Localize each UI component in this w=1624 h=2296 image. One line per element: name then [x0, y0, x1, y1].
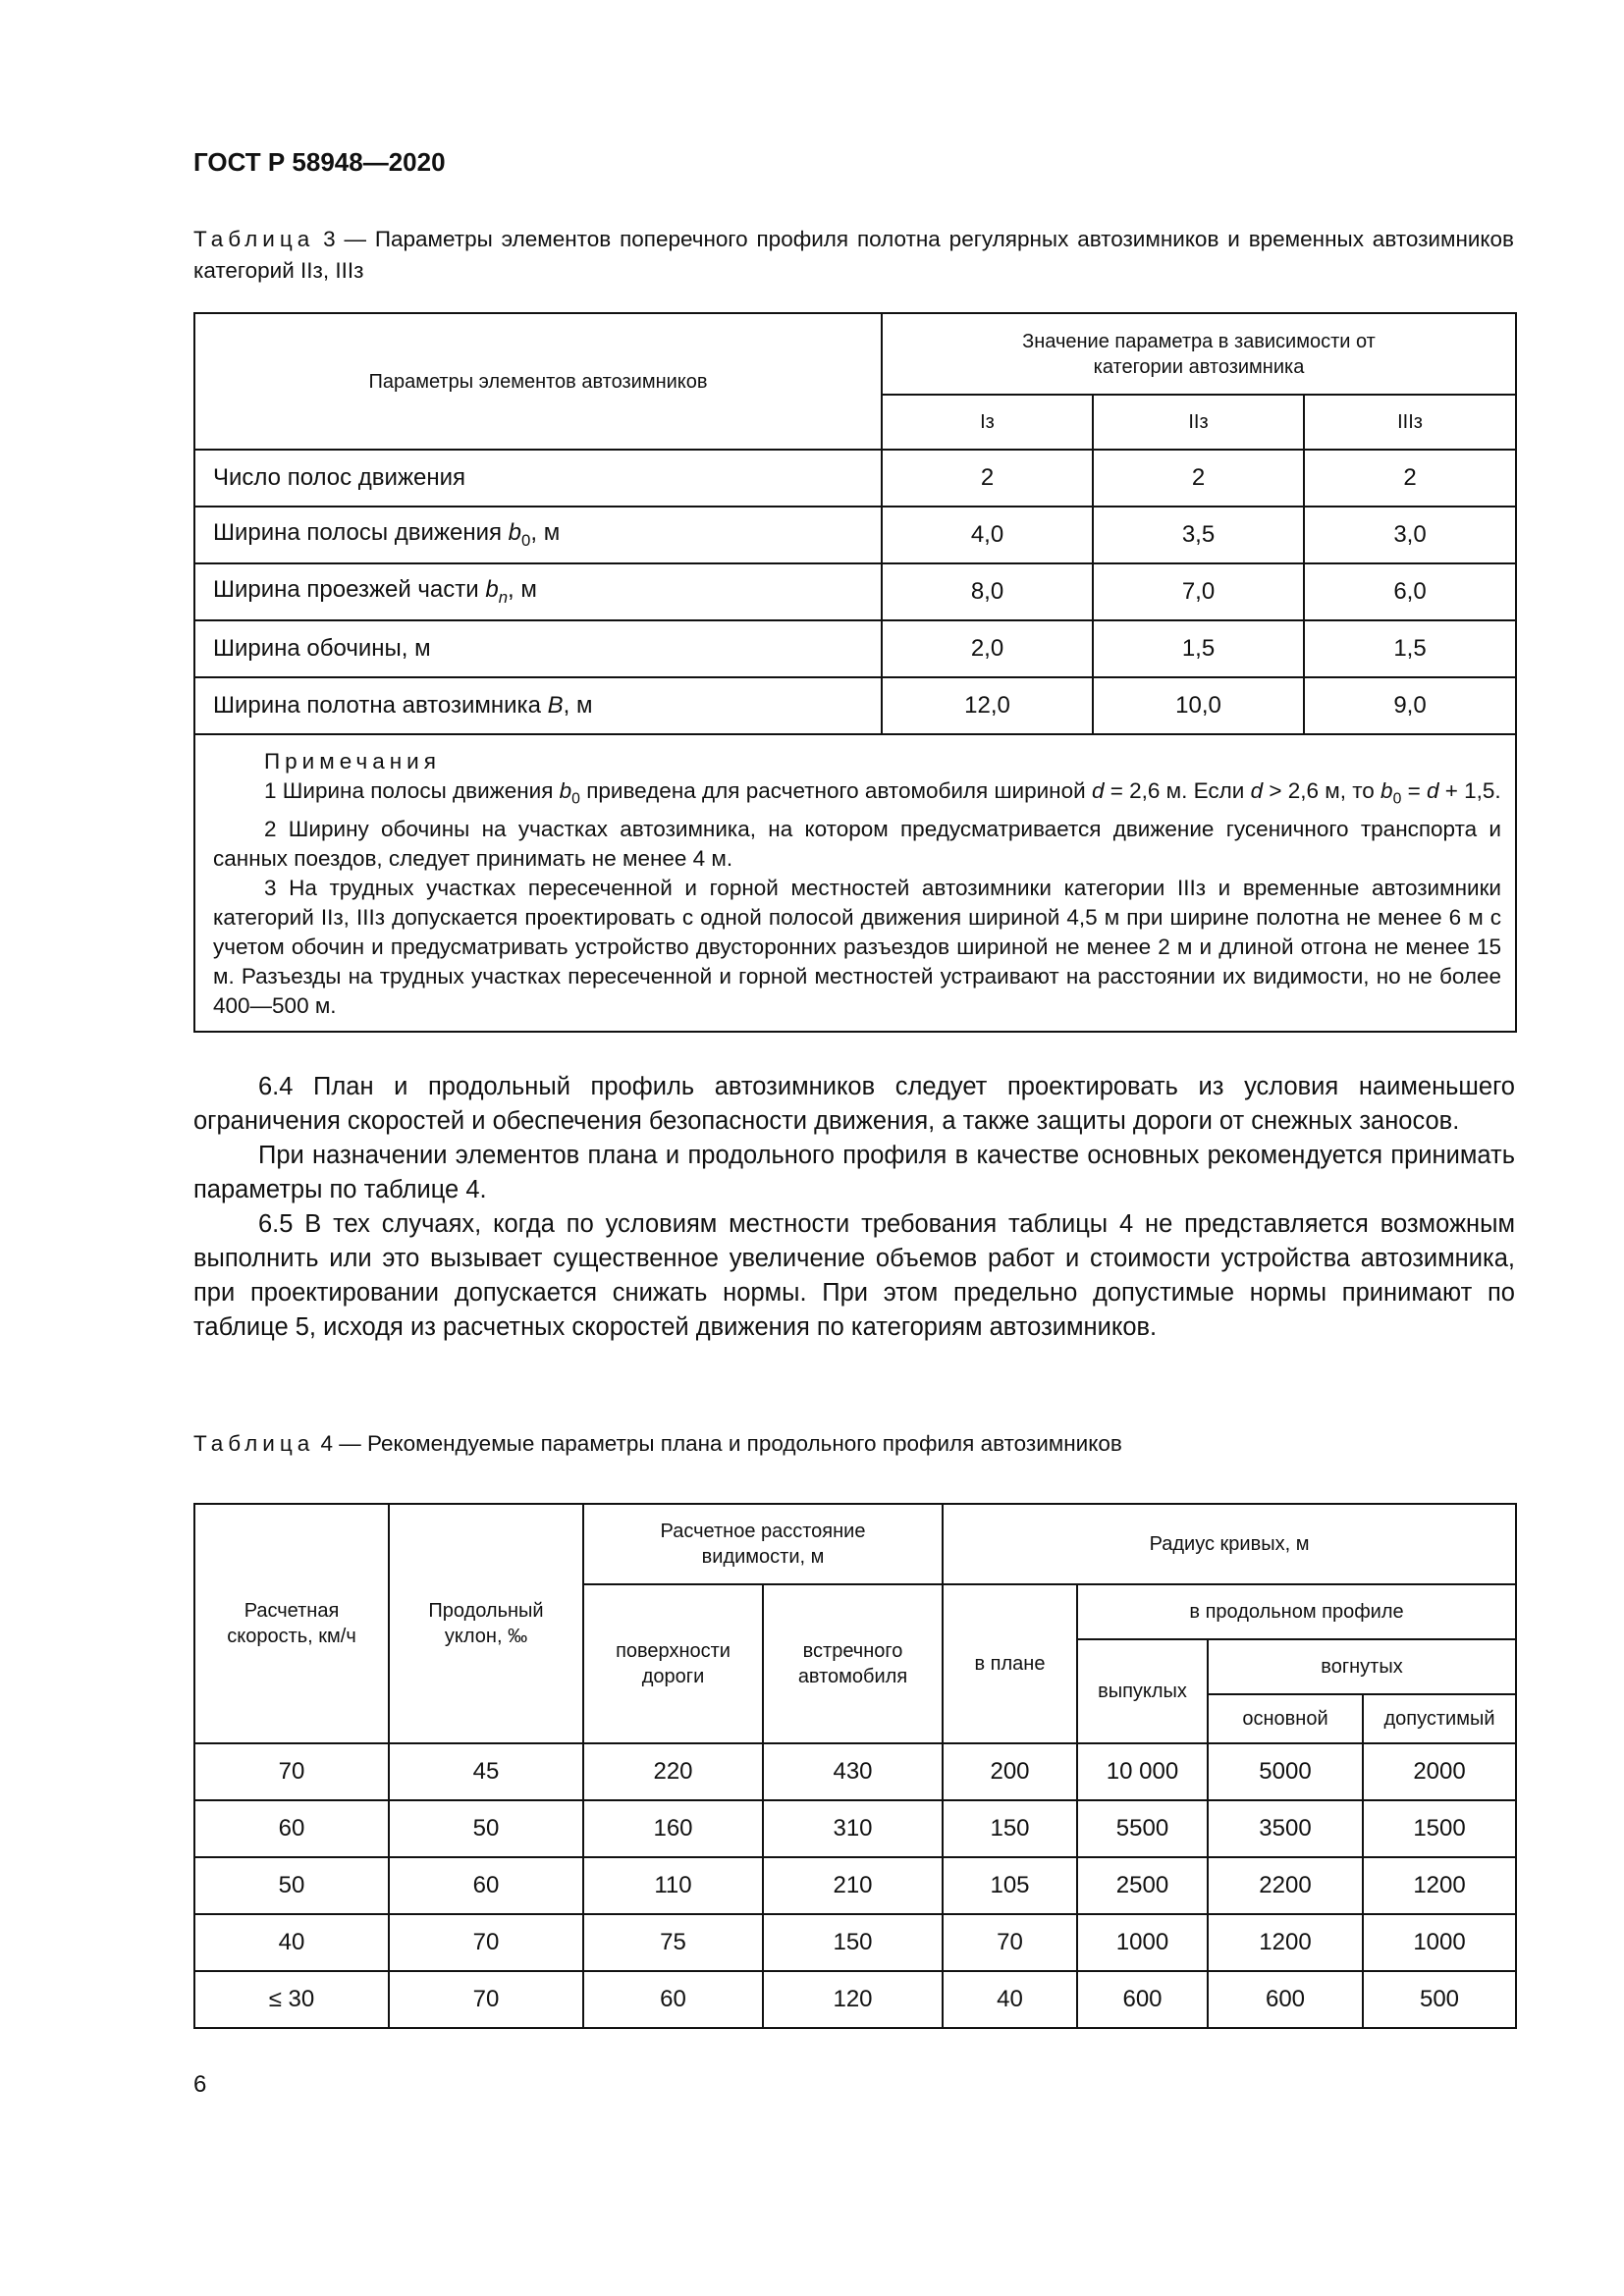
paragraph-6-4-cont: При назначении элементов плана и продольного профиля в качестве основных рекомендуется принимать параметры по таблице 4.: [193, 1142, 1515, 1203]
table4-caption: [193, 1428, 1514, 1460]
label-text: Ширина полотна автозимника: [213, 692, 548, 719]
label-unit: , м: [563, 692, 593, 719]
table4-cell: 1000: [1363, 1914, 1516, 1971]
table3-caption-label: Таблица: [193, 227, 315, 251]
note-3: 3 На трудных участках пересеченной и горной местностей автозимники категории IIIз и временные автозимники категорий IIз, IIIз допускается проектировать с одной полосой движения шириной 4,5 м при ширине полотна не менее 6 м с учетом обочин и предусматривать устройство двусторонних разъездов шириной не менее 2 м и длиной отгона не менее 15 м. Разъезды на трудных участках пересеченной и горной местностей устраивают на расстоянии их видимости, но не более 400—500 м.: [213, 875, 1501, 1018]
table4-cell: 40: [194, 1914, 389, 1971]
note1-part: =: [1401, 778, 1427, 803]
table3-notes: [194, 734, 1516, 1032]
table4-header-allowed: допустимый: [1363, 1694, 1516, 1743]
table4-cell: ≤ 30: [194, 1971, 389, 2028]
table4-header-sight: [583, 1504, 943, 1584]
table4-cell: 3500: [1208, 1800, 1363, 1857]
table3-row-label: Число полос движения: [194, 450, 882, 507]
note-2: 2 Ширину обочины на участках автозимника, на котором предусматривается движение гусеничного транспорта и санных поездов, следует принимать не менее 4 м.: [213, 816, 1501, 871]
table4-cell: 45: [389, 1743, 583, 1800]
label-var: B: [547, 692, 564, 719]
table3-cell: 1,5: [1093, 620, 1304, 677]
table3-cell: 2,0: [882, 620, 1093, 677]
table4-cell: 40: [943, 1971, 1077, 2028]
note-1: 1 Ширина полосы движения $b_0$ приведена для расчетного автомобиля шириной d = 2,6 м. Если d > 2,6 м, то $b_0 = d + 1,5$.: [264, 778, 1501, 808]
table4-cell: 5500: [1077, 1800, 1208, 1857]
table4-cell: 150: [943, 1800, 1077, 1857]
table4-caption-text: 4 — Рекомендуемые параметры плана и продольного профиля автозимников: [314, 1431, 1122, 1456]
table3-cell: 2: [882, 450, 1093, 507]
table4-cell: 60: [583, 1971, 763, 2028]
label-unit: , м: [508, 576, 537, 604]
table-row: [194, 563, 1516, 620]
table-row: [194, 677, 1516, 734]
notes-title-text: Примечания: [264, 749, 441, 774]
table-row: [194, 1914, 1516, 1971]
label-var: b: [485, 576, 499, 604]
table4-header-slope: [389, 1504, 583, 1743]
table4-cell: 60: [389, 1857, 583, 1914]
table3-header-value: [882, 313, 1516, 395]
label-text: Ширина полосы движения: [213, 519, 509, 547]
table4-cell: 160: [583, 1800, 763, 1857]
table-row: [194, 507, 1516, 563]
header-text: поверхности дороги: [616, 1640, 731, 1687]
table4-cell: 2500: [1077, 1857, 1208, 1914]
paragraph-6-4: 6.4 План и продольный профиль автозимников следует проектировать из условия наименьшего ограничения скоростей и обеспечения безопасности движения, а также защиты дороги от снежных заносов.: [193, 1073, 1515, 1135]
table4-header-concave: вогнутых: [1208, 1639, 1516, 1694]
table-row: [194, 1800, 1516, 1857]
table3-cat-2: IIз: [1093, 395, 1304, 450]
table4-cell: 1200: [1208, 1914, 1363, 1971]
table3: [193, 312, 1517, 1033]
table4-cell: 220: [583, 1743, 763, 1800]
table3-header-value-text: Значение параметра в зависимости от категории автозимника: [1022, 330, 1376, 378]
note1-part: приведена для расчетного автомобиля шириной: [579, 778, 1092, 803]
document-header: ГОСТ Р 58948—2020: [193, 147, 446, 177]
table3-cell: 1,5: [1304, 620, 1516, 677]
table-row: [194, 620, 1516, 677]
table3-cell: 12,0: [882, 677, 1093, 734]
body-text: [193, 1070, 1515, 1345]
table3-header-param: Параметры элементов автозимников: [194, 313, 882, 450]
header-text: встречного автомобиля: [797, 1640, 908, 1687]
table4-cell: 10 000: [1077, 1743, 1208, 1800]
table4-header-convex: выпуклых: [1077, 1639, 1208, 1743]
header-text: Расчетное расстояние видимости, м: [660, 1521, 866, 1568]
table4-cell: 150: [763, 1914, 943, 1971]
header-text: Продольный уклон, ‰: [428, 1600, 544, 1647]
table3-cell: 7,0: [1093, 563, 1304, 620]
note1-part: > 2,6 м, то: [1263, 778, 1381, 803]
label-var: b: [508, 519, 522, 547]
table4-cell: 70: [194, 1743, 389, 1800]
table4-cell: 2000: [1363, 1743, 1516, 1800]
label-sub: 0: [521, 530, 531, 550]
header-text: Расчетная скорость, км/ч: [227, 1600, 356, 1647]
table3-cell: 3,0: [1304, 507, 1516, 563]
label-sub: n: [498, 587, 509, 607]
table4-header-radius: Радиус кривых, м: [943, 1504, 1516, 1584]
table4-cell: 50: [194, 1857, 389, 1914]
table3-cell: 2: [1093, 450, 1304, 507]
table3-row-label: [194, 677, 882, 734]
table4-header-longprof: в продольном профиле: [1077, 1584, 1516, 1639]
paragraph-6-5: 6.5 В тех случаях, когда по условиям местности требования таблицы 4 не представляется возможным выполнить или это вызывает существенное увеличение объемов работ и стоимости устройства автозимника, при проектировании допускается снижать нормы. При этом предельно допустимые нормы принимают по таблице 5, исходя из расчетных скоростей движения по категориям автозимников.: [193, 1210, 1515, 1341]
table4: [193, 1503, 1517, 2029]
table3-caption-text: 3 — Параметры элементов поперечного профиля полотна регулярных автозимников и временных автозимников категорий IIз, IIIз: [193, 227, 1514, 283]
table4-cell: 110: [583, 1857, 763, 1914]
table4-cell: 600: [1077, 1971, 1208, 2028]
table4-cell: 430: [763, 1743, 943, 1800]
table4-cell: 70: [389, 1914, 583, 1971]
table3-cell: 10,0: [1093, 677, 1304, 734]
table3-cell: 2: [1304, 450, 1516, 507]
table4-cell: 500: [1363, 1971, 1516, 2028]
table4-header-surface: [583, 1584, 763, 1743]
table4-cell: 1000: [1077, 1914, 1208, 1971]
notes-title: [213, 747, 1501, 776]
table3-cell: 4,0: [882, 507, 1093, 563]
table3-cat-3: IIIз: [1304, 395, 1516, 450]
table3-cell: 9,0: [1304, 677, 1516, 734]
table3-cell: 6,0: [1304, 563, 1516, 620]
table3-cell: 8,0: [882, 563, 1093, 620]
table4-cell: 1500: [1363, 1800, 1516, 1857]
table3-cell: 3,5: [1093, 507, 1304, 563]
table4-header-main: основной: [1208, 1694, 1363, 1743]
table4-cell: 105: [943, 1857, 1077, 1914]
table-row: [194, 1971, 1516, 2028]
note1-part: 1 Ширина полосы движения: [264, 778, 560, 803]
table4-cell: 200: [943, 1743, 1077, 1800]
table4-cell: 310: [763, 1800, 943, 1857]
table-row: [194, 450, 1516, 507]
note1-part: = 2,6 м. Если: [1104, 778, 1251, 803]
table3-row-label: [194, 563, 882, 620]
label-unit: , м: [530, 519, 561, 547]
table4-cell: 70: [389, 1971, 583, 2028]
table3-cat-1: Iз: [882, 395, 1093, 450]
table-row: [194, 1857, 1516, 1914]
table4-cell: 60: [194, 1800, 389, 1857]
table4-cell: 120: [763, 1971, 943, 2028]
table4-cell: 210: [763, 1857, 943, 1914]
table4-cell: 1200: [1363, 1857, 1516, 1914]
table4-cell: 600: [1208, 1971, 1363, 2028]
table4-cell: 70: [943, 1914, 1077, 1971]
table4-header-speed: [194, 1504, 389, 1743]
table4-header-oncoming: [763, 1584, 943, 1743]
table4-header-plan: в плане: [943, 1584, 1077, 1743]
label-text: Ширина проезжей части: [213, 576, 486, 604]
table4-cell: 5000: [1208, 1743, 1363, 1800]
table4-caption-label: Таблица: [193, 1431, 315, 1456]
table4-cell: 50: [389, 1800, 583, 1857]
table3-caption: [193, 224, 1514, 287]
note1-part: + 1,5.: [1438, 778, 1501, 803]
table3-row-label: Ширина обочины, м: [194, 620, 882, 677]
table4-cell: 75: [583, 1914, 763, 1971]
table4-cell: 2200: [1208, 1857, 1363, 1914]
page-number: 6: [193, 2071, 207, 2098]
table-row: [194, 1743, 1516, 1800]
table3-row-label: [194, 507, 882, 563]
